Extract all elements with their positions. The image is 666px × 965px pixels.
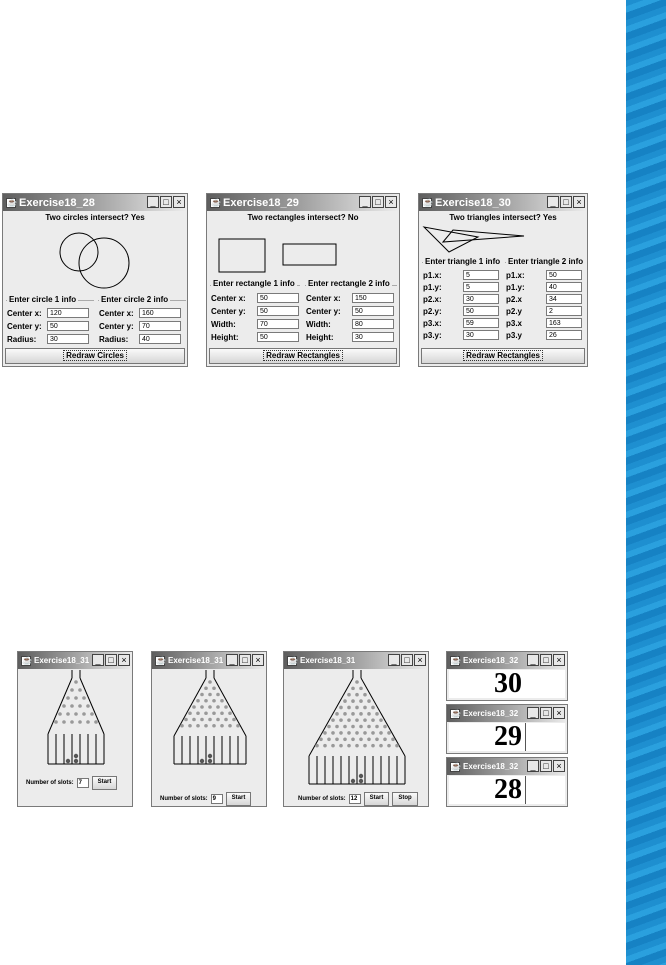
button-label: Redraw Rectangles	[463, 350, 543, 361]
peg	[212, 711, 216, 715]
peg	[367, 712, 371, 716]
peg	[216, 693, 220, 697]
peg	[323, 731, 327, 735]
peg	[387, 731, 391, 735]
peg	[188, 724, 192, 728]
peg	[363, 731, 367, 735]
decorative-side-band	[626, 0, 666, 965]
peg	[208, 705, 212, 709]
minimize-button[interactable]: _	[92, 654, 104, 666]
button-label: Redraw Circles	[63, 350, 127, 361]
window-title: Exercise18_32	[463, 709, 519, 718]
window-exercise18-29	[206, 193, 400, 367]
intersect-status: Two circles intersect? Yes	[45, 213, 145, 222]
window-exercise18-30	[418, 193, 588, 367]
counter-panel	[449, 776, 565, 804]
window-title: Exercise18_31	[168, 656, 224, 665]
peg	[216, 705, 220, 709]
peg	[347, 693, 351, 697]
window-bean-machine-2	[151, 651, 267, 807]
label-center-x: Center x:	[7, 308, 42, 318]
c2-radius-field[interactable]: 40	[139, 334, 181, 344]
funnel-side-left	[48, 678, 72, 734]
peg	[371, 718, 375, 722]
java-icon: ☕	[22, 655, 32, 665]
peg	[74, 680, 78, 684]
triangles-canvas	[419, 222, 588, 258]
label-height: Height:	[211, 332, 239, 342]
funnel-side-left	[309, 678, 353, 756]
peg	[327, 725, 331, 729]
t2-p3x-field[interactable]: 163	[546, 318, 582, 328]
ball	[74, 759, 78, 763]
peg	[62, 720, 66, 724]
t2-p2y-field[interactable]: 2	[546, 306, 582, 316]
counter-panel	[449, 670, 565, 698]
redraw-circles-button[interactable]	[5, 348, 185, 364]
label-center-y: Center y:	[306, 306, 341, 316]
window-bean-machine-1	[17, 651, 133, 807]
peg	[70, 720, 74, 724]
c2-center-y-field[interactable]: 70	[139, 321, 181, 331]
peg	[379, 718, 383, 722]
label-height: Height:	[306, 332, 334, 342]
maximize-button[interactable]: □	[160, 196, 172, 208]
close-button[interactable]: ×	[553, 760, 565, 772]
peg	[375, 725, 379, 729]
start-button[interactable]: Start	[226, 792, 252, 806]
minimize-button[interactable]: _	[359, 196, 371, 208]
peg	[347, 731, 351, 735]
peg	[212, 686, 216, 690]
peg	[200, 705, 204, 709]
maximize-button[interactable]: □	[540, 654, 552, 666]
close-button[interactable]: ×	[385, 196, 397, 208]
t1-label: p1.x:	[423, 270, 442, 280]
peg	[196, 699, 200, 703]
peg	[339, 718, 343, 722]
peg	[347, 744, 351, 748]
peg	[383, 725, 387, 729]
t2-label: p1.x:	[506, 270, 525, 280]
t1-label: p3.y:	[423, 330, 442, 340]
peg	[347, 706, 351, 710]
close-button[interactable]: ×	[553, 707, 565, 719]
t1-p2y-field[interactable]: 50	[463, 306, 499, 316]
group1-title: Enter circle 1 info	[9, 295, 77, 304]
maximize-button[interactable]: □	[239, 654, 251, 666]
title-bar[interactable]	[447, 758, 567, 775]
start-button[interactable]: Start	[364, 792, 390, 806]
minimize-button[interactable]: _	[226, 654, 238, 666]
peg	[78, 720, 82, 724]
peg	[180, 724, 184, 728]
close-button[interactable]: ×	[118, 654, 130, 666]
peg	[351, 687, 355, 691]
c1-radius-field[interactable]: 30	[47, 334, 89, 344]
peg	[351, 725, 355, 729]
peg	[236, 724, 240, 728]
peg	[204, 724, 208, 728]
stop-button[interactable]: Stop	[392, 792, 417, 806]
group1-title: Enter triangle 1 info	[425, 257, 501, 266]
slots-label: Number of slots:	[298, 796, 346, 802]
counter-divider	[525, 723, 526, 751]
window-title: Exercise18_32	[463, 762, 519, 771]
peg	[54, 720, 58, 724]
peg	[359, 687, 363, 691]
slots-field[interactable]: 12	[349, 794, 361, 804]
peg	[94, 720, 98, 724]
title-bar[interactable]	[3, 194, 187, 211]
t1-p1x-field[interactable]: 5	[463, 270, 499, 280]
maximize-button[interactable]: □	[105, 654, 117, 666]
peg	[208, 718, 212, 722]
c1-center-x-field[interactable]: 120	[47, 308, 89, 318]
peg	[355, 706, 359, 710]
java-icon: ☕	[451, 708, 461, 718]
t1-label: p2.y:	[423, 306, 442, 316]
window-title: Exercise18_31	[34, 656, 90, 665]
peg	[184, 718, 188, 722]
start-button[interactable]: Start	[92, 776, 118, 790]
label-center-x: Center x:	[211, 293, 246, 303]
peg	[220, 724, 224, 728]
peg	[363, 744, 367, 748]
label-radius: Radius:	[7, 334, 37, 344]
counter-panel	[449, 723, 565, 751]
peg	[66, 712, 70, 716]
peg	[339, 706, 343, 710]
t1-p3x-field[interactable]: 59	[463, 318, 499, 328]
peg	[363, 718, 367, 722]
minimize-button[interactable]: _	[527, 654, 539, 666]
peg	[395, 744, 399, 748]
r1-center-x-field[interactable]: 50	[257, 293, 299, 303]
peg	[343, 712, 347, 716]
close-button[interactable]: ×	[573, 196, 585, 208]
slots-field[interactable]: 7	[77, 778, 89, 788]
maximize-button[interactable]: □	[540, 760, 552, 772]
close-button[interactable]: ×	[553, 654, 565, 666]
slots-label: Number of slots:	[160, 796, 208, 802]
window-exercise18-28	[2, 193, 188, 367]
peg	[192, 718, 196, 722]
peg	[188, 711, 192, 715]
circles-canvas	[3, 226, 188, 296]
slots-field[interactable]: 9	[211, 794, 223, 804]
t2-p2x-field[interactable]: 34	[546, 294, 582, 304]
t2-p1x-field[interactable]: 50	[546, 270, 582, 280]
title-bar[interactable]	[18, 652, 132, 669]
peg	[66, 696, 70, 700]
t2-p1y-field[interactable]: 40	[546, 282, 582, 292]
peg	[367, 737, 371, 741]
ball	[200, 759, 204, 763]
funnel-side-right	[361, 678, 405, 756]
peg	[351, 737, 355, 741]
peg	[355, 718, 359, 722]
peg	[224, 705, 228, 709]
peg	[351, 699, 355, 703]
peg	[204, 686, 208, 690]
window-counter-1	[446, 651, 568, 701]
peg	[220, 711, 224, 715]
triangle-1	[424, 227, 478, 252]
maximize-button[interactable]: □	[560, 196, 572, 208]
ball	[351, 779, 355, 783]
bean-machine-canvas	[284, 670, 429, 790]
java-icon: ☕	[156, 655, 166, 665]
close-button[interactable]: ×	[414, 654, 426, 666]
window-title: Exercise18_29	[223, 196, 299, 209]
peg	[220, 699, 224, 703]
peg	[212, 699, 216, 703]
peg	[323, 744, 327, 748]
peg	[375, 712, 379, 716]
r2-center-x-field[interactable]: 150	[352, 293, 394, 303]
t2-label: p3.x	[506, 318, 523, 328]
counter-value: 28	[494, 774, 522, 805]
peg	[359, 712, 363, 716]
redraw-rectangles-button[interactable]	[421, 348, 585, 364]
peg	[355, 693, 359, 697]
bean-machine-canvas	[18, 670, 133, 770]
maximize-button[interactable]: □	[540, 707, 552, 719]
peg	[228, 711, 232, 715]
peg	[86, 704, 90, 708]
peg	[204, 711, 208, 715]
minimize-button[interactable]: _	[388, 654, 400, 666]
java-icon: ☕	[423, 197, 433, 207]
peg	[212, 724, 216, 728]
peg	[343, 699, 347, 703]
java-icon: ☕	[451, 655, 461, 665]
title-bar[interactable]	[284, 652, 428, 669]
minimize-button[interactable]: _	[527, 760, 539, 772]
java-icon: ☕	[7, 197, 17, 207]
peg	[359, 725, 363, 729]
peg	[355, 731, 359, 735]
peg	[196, 711, 200, 715]
ball	[74, 754, 78, 758]
window-title: Exercise18_31	[300, 656, 356, 665]
peg	[355, 680, 359, 684]
peg	[339, 744, 343, 748]
intersect-status: Two triangles intersect? Yes	[449, 213, 557, 222]
peg	[335, 725, 339, 729]
counter-value: 30	[494, 668, 522, 699]
r2-height-field[interactable]: 30	[352, 332, 394, 342]
peg	[347, 718, 351, 722]
peg	[331, 718, 335, 722]
peg	[331, 744, 335, 748]
funnel-side-right	[80, 678, 104, 734]
t1-p2x-field[interactable]: 30	[463, 294, 499, 304]
peg	[319, 737, 323, 741]
bean-machine-canvas	[152, 670, 267, 770]
r1-center-y-field[interactable]: 50	[257, 306, 299, 316]
peg	[367, 725, 371, 729]
label-width: Width:	[211, 319, 236, 329]
peg	[196, 724, 200, 728]
peg	[82, 696, 86, 700]
t2-label: p3.y	[506, 330, 523, 340]
peg	[371, 706, 375, 710]
peg	[232, 718, 236, 722]
window-counter-2	[446, 704, 568, 754]
peg	[359, 737, 363, 741]
peg	[343, 725, 347, 729]
peg	[379, 731, 383, 735]
peg	[224, 718, 228, 722]
label-center-x: Center x:	[99, 308, 134, 318]
peg	[351, 712, 355, 716]
rectangles-canvas	[207, 226, 400, 276]
peg	[204, 699, 208, 703]
peg	[58, 712, 62, 716]
peg	[355, 744, 359, 748]
java-icon: ☕	[451, 761, 461, 771]
peg	[82, 712, 86, 716]
peg	[70, 688, 74, 692]
label-center-y: Center y:	[99, 321, 134, 331]
minimize-button[interactable]: _	[527, 707, 539, 719]
t2-p3y-field[interactable]: 26	[546, 330, 582, 340]
r1-width-field[interactable]: 70	[257, 319, 299, 329]
r1-height-field[interactable]: 50	[257, 332, 299, 342]
peg	[371, 744, 375, 748]
group2-title: Enter rectangle 2 info	[308, 279, 390, 288]
peg	[90, 712, 94, 716]
peg	[339, 731, 343, 735]
c2-center-x-field[interactable]: 160	[139, 308, 181, 318]
t1-label: p2.x:	[423, 294, 442, 304]
r2-width-field[interactable]: 80	[352, 319, 394, 329]
peg	[343, 737, 347, 741]
peg	[335, 737, 339, 741]
peg	[327, 737, 331, 741]
group2-title: Enter circle 2 info	[101, 295, 169, 304]
peg	[78, 704, 82, 708]
peg	[78, 688, 82, 692]
peg	[387, 744, 391, 748]
redraw-rectangles-button[interactable]	[209, 348, 397, 364]
ball	[66, 759, 70, 763]
label-radius: Radius:	[99, 334, 129, 344]
peg	[391, 737, 395, 741]
counter-divider	[525, 776, 526, 804]
peg	[62, 704, 66, 708]
peg	[216, 718, 220, 722]
peg	[367, 699, 371, 703]
intersect-status: Two rectangles intersect? No	[247, 213, 359, 222]
window-title: Exercise18_28	[19, 196, 95, 209]
java-icon: ☕	[288, 655, 298, 665]
peg	[379, 744, 383, 748]
peg	[74, 712, 78, 716]
c1-center-y-field[interactable]: 50	[47, 321, 89, 331]
title-bar[interactable]	[207, 194, 399, 211]
group2-title: Enter triangle 2 info	[508, 257, 584, 266]
t1-label: p1.y:	[423, 282, 442, 292]
r2-center-y-field[interactable]: 50	[352, 306, 394, 316]
slots-label: Number of slots:	[26, 780, 74, 786]
label-center-y: Center y:	[7, 321, 42, 331]
rectangle-2	[283, 244, 336, 265]
t2-label: p2.y	[506, 306, 523, 316]
title-bar[interactable]	[447, 652, 567, 669]
peg	[70, 704, 74, 708]
peg	[86, 720, 90, 724]
t1-p1y-field[interactable]: 5	[463, 282, 499, 292]
button-label: Redraw Rectangles	[263, 350, 343, 361]
peg	[363, 706, 367, 710]
peg	[74, 696, 78, 700]
rectangle-1	[219, 239, 265, 272]
java-icon: ☕	[211, 197, 221, 207]
window-counter-3	[446, 757, 568, 807]
ball	[208, 759, 212, 763]
title-bar[interactable]	[447, 705, 567, 722]
peg	[228, 724, 232, 728]
peg	[335, 712, 339, 716]
t1-label: p3.x:	[423, 318, 442, 328]
window-title: Exercise18_30	[435, 196, 511, 209]
t2-label: p2.x	[506, 294, 523, 304]
ball	[208, 754, 212, 758]
t1-p3y-field[interactable]: 30	[463, 330, 499, 340]
label-width: Width:	[306, 319, 331, 329]
ball	[359, 774, 363, 778]
peg	[375, 737, 379, 741]
group1-title: Enter rectangle 1 info	[213, 279, 295, 288]
minimize-button[interactable]: _	[147, 196, 159, 208]
peg	[383, 737, 387, 741]
close-button[interactable]: ×	[173, 196, 185, 208]
minimize-button[interactable]: _	[547, 196, 559, 208]
peg	[363, 693, 367, 697]
t2-label: p1.y:	[506, 282, 525, 292]
peg	[200, 693, 204, 697]
close-button[interactable]: ×	[252, 654, 264, 666]
peg	[315, 744, 319, 748]
peg	[371, 731, 375, 735]
counter-value: 29	[494, 721, 522, 752]
peg	[200, 718, 204, 722]
peg	[192, 705, 196, 709]
peg	[359, 699, 363, 703]
window-bean-machine-3	[283, 651, 429, 807]
label-center-x: Center x:	[306, 293, 341, 303]
ball	[359, 779, 363, 783]
title-bar[interactable]	[152, 652, 266, 669]
title-bar[interactable]	[419, 194, 587, 211]
label-center-y: Center y:	[211, 306, 246, 316]
window-title: Exercise18_32	[463, 656, 519, 665]
peg	[331, 731, 335, 735]
maximize-button[interactable]: □	[401, 654, 413, 666]
circle-2	[79, 238, 129, 288]
peg	[208, 680, 212, 684]
triangle-2	[443, 230, 524, 242]
peg	[208, 693, 212, 697]
maximize-button[interactable]: □	[372, 196, 384, 208]
